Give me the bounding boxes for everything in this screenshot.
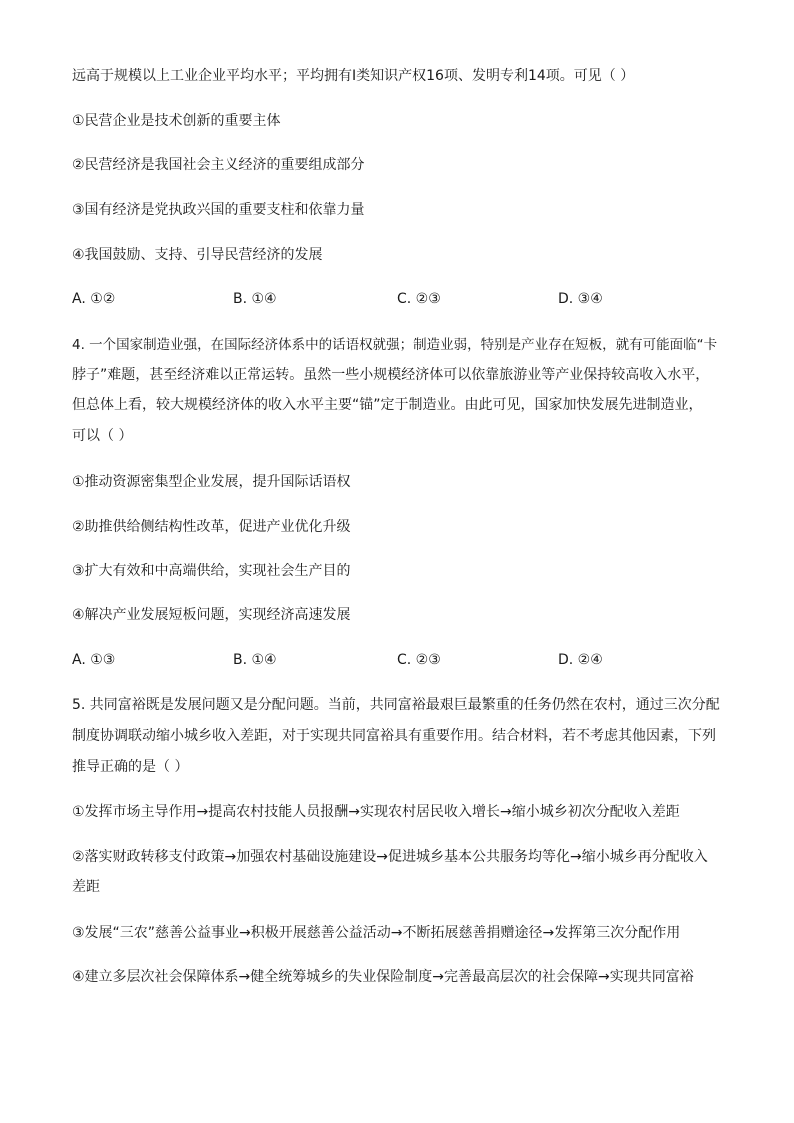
q5-statement-2-cont: 差距 (72, 879, 100, 895)
q3-statement-4: ④我国鼓励、支持、引导民营经济的发展 (72, 247, 323, 263)
q3-option-b[interactable]: B. ①④ (233, 291, 277, 307)
q3-statement-2: ②民营经济是我国社会主义经济的重要组成部分 (72, 157, 365, 173)
q3-option-a[interactable]: A. ①② (72, 291, 116, 307)
q4-stem-line-4: 可以（ ） (72, 428, 133, 444)
q4-option-b[interactable]: B. ①④ (233, 652, 277, 668)
q5-stem-line-1: 5. 共同富裕既是发展问题又是分配问题。当前，共同富裕最艰巨最繁重的任务仍然在农村，通过三次分配 (72, 697, 720, 713)
q4-statement-2: ②助推供给侧结构性改革，促进产业优化升级 (72, 519, 351, 535)
q4-stem-line-3: 但总体上看，较大规模经济体的收入水平主要“锚”定于制造业。由此可见，国家加快发展先进制造业， (72, 397, 703, 413)
q4-stem-line-1: 4. 一个国家制造业强，在国际经济体系中的话语权就强；制造业弱，特别是产业存在短板，就有可能面临“卡 (72, 337, 718, 353)
q4-stem-line-2: 脖子”难题，甚至经济难以正常运转。虽然一些小规模经济体可以依靠旅游业等产业保持较高收入水平， (72, 367, 710, 383)
q4-option-d[interactable]: D. ②④ (558, 652, 603, 668)
q5-stem-line-3: 推导正确的是（ ） (72, 759, 189, 775)
q4-options (72, 650, 722, 670)
q4-option-c[interactable]: C. ②③ (397, 652, 441, 668)
q3-option-d[interactable]: D. ③④ (558, 291, 603, 307)
q3-option-c[interactable]: C. ②③ (397, 291, 441, 307)
q5-statement-4: ④建立多层次社会保障体系→健全统筹城乡的失业保险制度→完善最高层次的社会保障→实现共同富裕 (72, 969, 694, 985)
q5-statement-1: ①发挥市场主导作用→提高农村技能人员报酬→实现农村居民收入增长→缩小城乡初次分配收入差距 (72, 804, 680, 820)
q4-statement-1: ①推动资源密集型企业发展，提升国际话语权 (72, 474, 351, 490)
q3-options (72, 289, 722, 309)
q4-statement-4: ④解决产业发展短板问题，实现经济高速发展 (72, 607, 351, 623)
q5-statement-2: ②落实财政转移支付政策→加强农村基础设施建设→促进城乡基本公共服务均等化→缩小城乡再分配收入 (72, 849, 708, 865)
q5-statement-3: ③发展“三农”慈善公益事业→积极开展慈善公益活动→不断拓展慈善捐赠途径→发挥第三次分配作用 (72, 925, 681, 941)
q4-option-a[interactable]: A. ①③ (72, 652, 116, 668)
q5-stem-line-2: 制度协调联动缩小城乡收入差距，对于实现共同富裕具有重要作用。结合材料，若不考虑其他因素，下列 (72, 728, 716, 744)
q3-stem-end: 远高于规模以上工业企业平均水平；平均拥有Ⅰ类知识产权16项、发明专利14项。可见（ ） (72, 68, 635, 84)
q3-statement-1: ①民营企业是技术创新的重要主体 (72, 113, 281, 129)
q3-statement-3: ③国有经济是党执政兴国的重要支柱和依靠力量 (72, 202, 365, 218)
q4-statement-3: ③扩大有效和中高端供给，实现社会生产目的 (72, 563, 351, 579)
